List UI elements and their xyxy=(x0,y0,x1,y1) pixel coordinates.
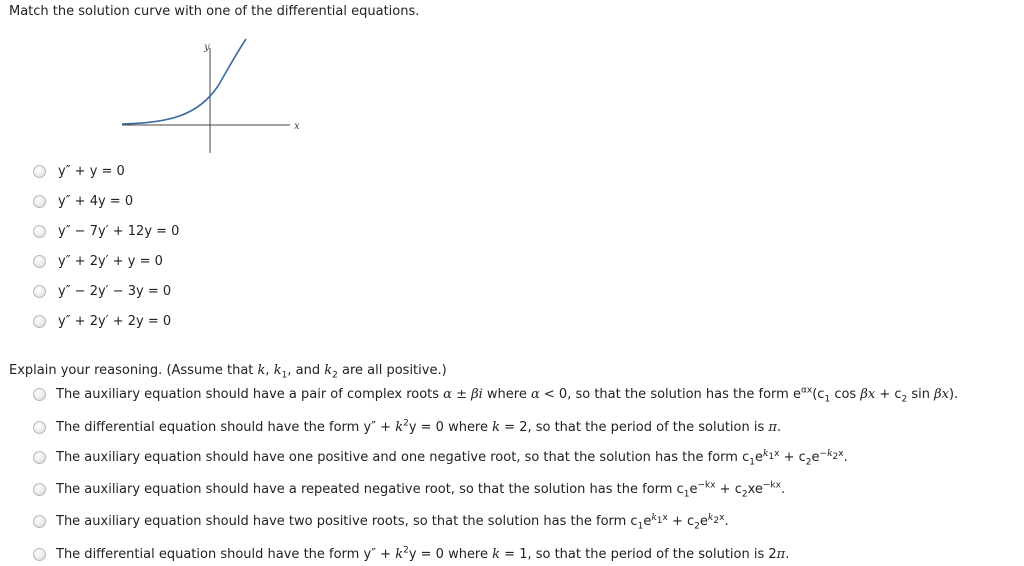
equation-option-4[interactable] xyxy=(33,254,163,269)
k1-var: k xyxy=(273,363,282,378)
radio-button[interactable] xyxy=(33,315,46,328)
reasoning-outro: are all positive.) xyxy=(341,363,447,378)
radio-button[interactable] xyxy=(33,451,46,464)
equation-label: y″ + 4y = 0 xyxy=(58,194,134,209)
reasoning-option-6[interactable] xyxy=(33,547,789,562)
radio-button[interactable] xyxy=(33,195,46,208)
radio-button[interactable] xyxy=(33,421,46,434)
k2-sub: 2 xyxy=(332,370,338,381)
k2-var: k xyxy=(324,363,333,378)
radio-button[interactable] xyxy=(33,285,46,298)
reasoning-label: The differential equation should have the form $y'' + k^2y = 0$ where k = 2, so that the period of the solution is π. xyxy=(56,418,782,435)
radio-button[interactable] xyxy=(33,515,46,528)
reasoning-option-5[interactable] xyxy=(33,512,729,532)
comma: , xyxy=(265,363,270,378)
solution-curve-graph xyxy=(118,36,308,156)
equation-option-2[interactable] xyxy=(33,194,133,209)
reasoning-label: The auxiliary equation should have a repeated negative root, so that the solution has the form $c_1e^{-kx} + c_2xe^{-kx}$. xyxy=(56,480,786,500)
and-word: and xyxy=(295,363,321,378)
equation-label: y″ + 2y′ + y = 0 xyxy=(58,254,163,269)
reasoning-heading xyxy=(9,363,447,381)
comma: , xyxy=(287,363,292,378)
radio-button[interactable] xyxy=(33,225,46,238)
y-axis-label: y xyxy=(204,42,210,53)
reasoning-intro: Explain your reasoning. (Assume that xyxy=(9,363,258,378)
equation-option-6[interactable] xyxy=(33,314,171,329)
radio-button[interactable] xyxy=(33,548,46,561)
equation-label: y″ − 7y′ + 12y = 0 xyxy=(58,224,180,239)
equation-label: y″ − 2y′ − 3y = 0 xyxy=(58,284,172,299)
radio-button[interactable] xyxy=(33,165,46,178)
reasoning-label: The auxiliary equation should have a pair of complex roots α ± βi where α < 0, so that the solution has the form $e^{\alpha x}(c_1$ $\cos \beta x + c_2$ sin βx). xyxy=(56,385,959,405)
equation-option-5[interactable] xyxy=(33,284,171,299)
reasoning-option-2[interactable] xyxy=(33,420,781,435)
equation-option-3[interactable] xyxy=(33,224,179,239)
reasoning-label: The differential equation should have the form $y'' + k^2y = 0$ where k = 1, so that the period of the solution is 2π. xyxy=(56,545,790,562)
equation-label: y″ + y = 0 xyxy=(58,164,125,179)
radio-button[interactable] xyxy=(33,483,46,496)
reasoning-label: The auxiliary equation should have two positive roots, so that the solution has the form $c_1e^{k_1x} + c_2e^{k_2x}$. xyxy=(56,512,729,532)
question-prompt: Match the solution curve with one of the differential equations. xyxy=(9,4,420,19)
k1-sub: 1 xyxy=(281,370,288,381)
radio-button[interactable] xyxy=(33,388,46,401)
k-var: k xyxy=(257,363,266,378)
equation-option-1[interactable] xyxy=(33,164,125,179)
radio-button[interactable] xyxy=(33,255,46,268)
reasoning-option-3[interactable] xyxy=(33,448,848,468)
solution-curve xyxy=(122,39,246,124)
x-axis-label: x xyxy=(294,121,300,132)
reasoning-option-1[interactable] xyxy=(33,385,959,405)
reasoning-label: The auxiliary equation should have one positive and one negative root, so that the solution has the form $c_1e^{k_1x} + c_2e^{-k_2x}$. xyxy=(56,448,848,468)
reasoning-option-4[interactable] xyxy=(33,480,786,500)
equation-label: y″ + 2y′ + 2y = 0 xyxy=(58,314,172,329)
